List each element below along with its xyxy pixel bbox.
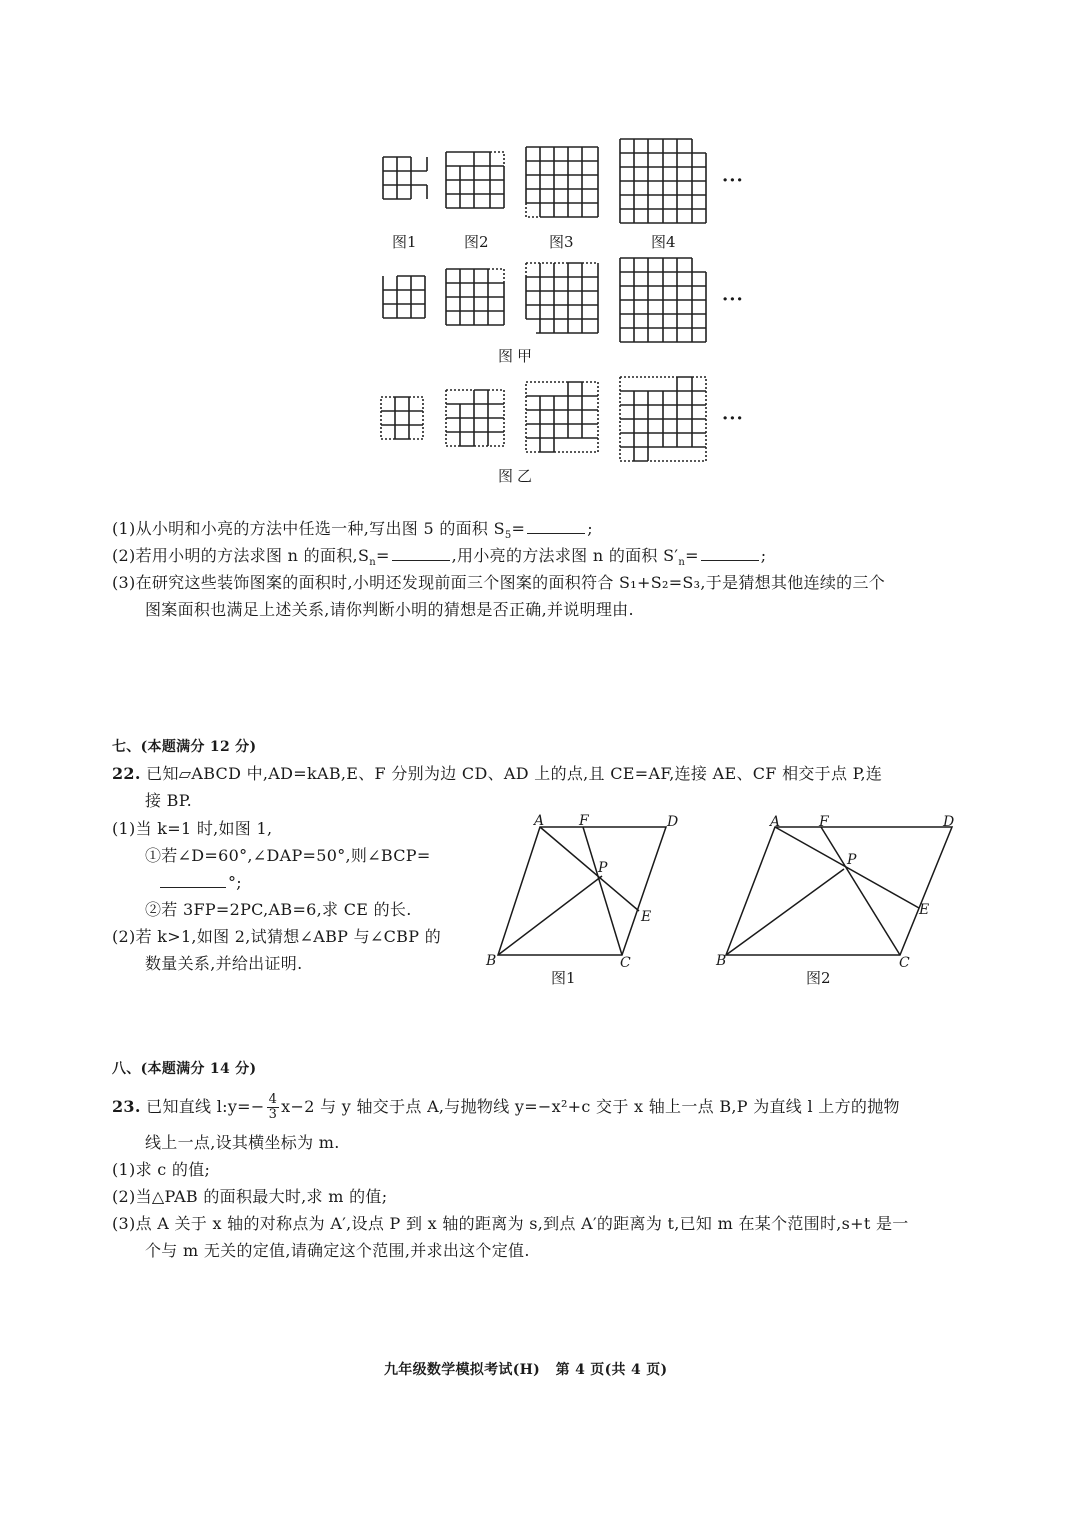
figure-1-label: 图1: [392, 233, 417, 251]
section-8-heading: 八、(本题满分 14 分): [112, 1061, 257, 1077]
figure-yi-4: [620, 377, 708, 465]
answer-blank[interactable]: [701, 546, 759, 561]
ellipsis: ···: [722, 289, 744, 310]
svg-text:F: F: [579, 813, 589, 829]
figure-yi-2: [446, 390, 506, 448]
answer-blank[interactable]: [527, 519, 585, 534]
figure-3-grid: [526, 147, 600, 219]
svg-text:B: B: [716, 953, 727, 969]
figure-yi-1: [381, 397, 427, 443]
answer-blank[interactable]: [392, 546, 450, 561]
svg-text:P: P: [847, 852, 857, 868]
figure-jia-3: [526, 263, 600, 335]
fraction: $\frac{4}{3}$: [268, 1092, 278, 1122]
svg-text:D: D: [667, 814, 679, 830]
q23-stem: 23. 已知直线 l:y=− $\frac{4}{3}$ x−2 与 y 轴交于点 A,与抛物线 y=−x²+c 交于 x 轴上一点 B,P 为直线 l 上方的抛物: [112, 1092, 900, 1122]
figure-4-label: 图4: [651, 233, 676, 251]
ellipsis: ···: [722, 170, 744, 191]
q21-part-2: (2)若用小明的方法求图 n 的面积$,S_n=$ ,用小亮的方法求图 n 的面积 $S'_n=$ ;: [112, 546, 767, 569]
geometry-figure-2: [712, 812, 972, 972]
svg-text:C: C: [899, 955, 910, 971]
figure-yi-3: [526, 382, 600, 454]
geometry-figure-1: [484, 812, 694, 972]
svg-text:A: A: [534, 813, 545, 829]
figure-jia-4: [620, 258, 708, 346]
svg-text:C: C: [620, 955, 631, 971]
svg-text:D: D: [943, 814, 955, 830]
section-7-heading: 七、(本题满分 12 分): [112, 739, 257, 755]
figure-jia-2: [446, 269, 506, 327]
svg-text:F: F: [819, 814, 829, 830]
figure-jia-1: [383, 276, 429, 322]
figure-2-label: 图2: [806, 969, 831, 987]
figure-4-grid: [620, 139, 708, 227]
ellipsis: ···: [722, 408, 744, 429]
q22-stem: 22. 已知▱ABCD 中,AD=kAB,E、F 分别为边 CD、AD 上的点,且 CE=AF,连接 AE、CF 相交于点 P,连: [112, 764, 883, 783]
figure-1-label: 图1: [551, 969, 576, 987]
svg-text:P: P: [598, 860, 608, 876]
figure-3-label: 图3: [549, 233, 574, 251]
figure-jia-label: 图甲: [498, 347, 537, 365]
svg-text:A: A: [770, 814, 781, 830]
figure-yi-label: 图乙: [498, 467, 537, 485]
svg-text:B: B: [486, 953, 497, 969]
figure-2-label: 图2: [464, 233, 489, 251]
answer-blank[interactable]: [160, 873, 226, 888]
figure-1-grid: [383, 157, 429, 203]
q21-part-1: (1)从小明和小亮的方法中任选一种,写出图 5 的面积 $S_5=$ ;: [112, 519, 593, 542]
svg-text:E: E: [641, 909, 652, 925]
svg-text:E: E: [919, 902, 930, 918]
page-footer: 九年级数学模拟考试(H) 第 4 页(共 4 页): [384, 1362, 668, 1378]
figure-2-grid: [446, 152, 506, 210]
